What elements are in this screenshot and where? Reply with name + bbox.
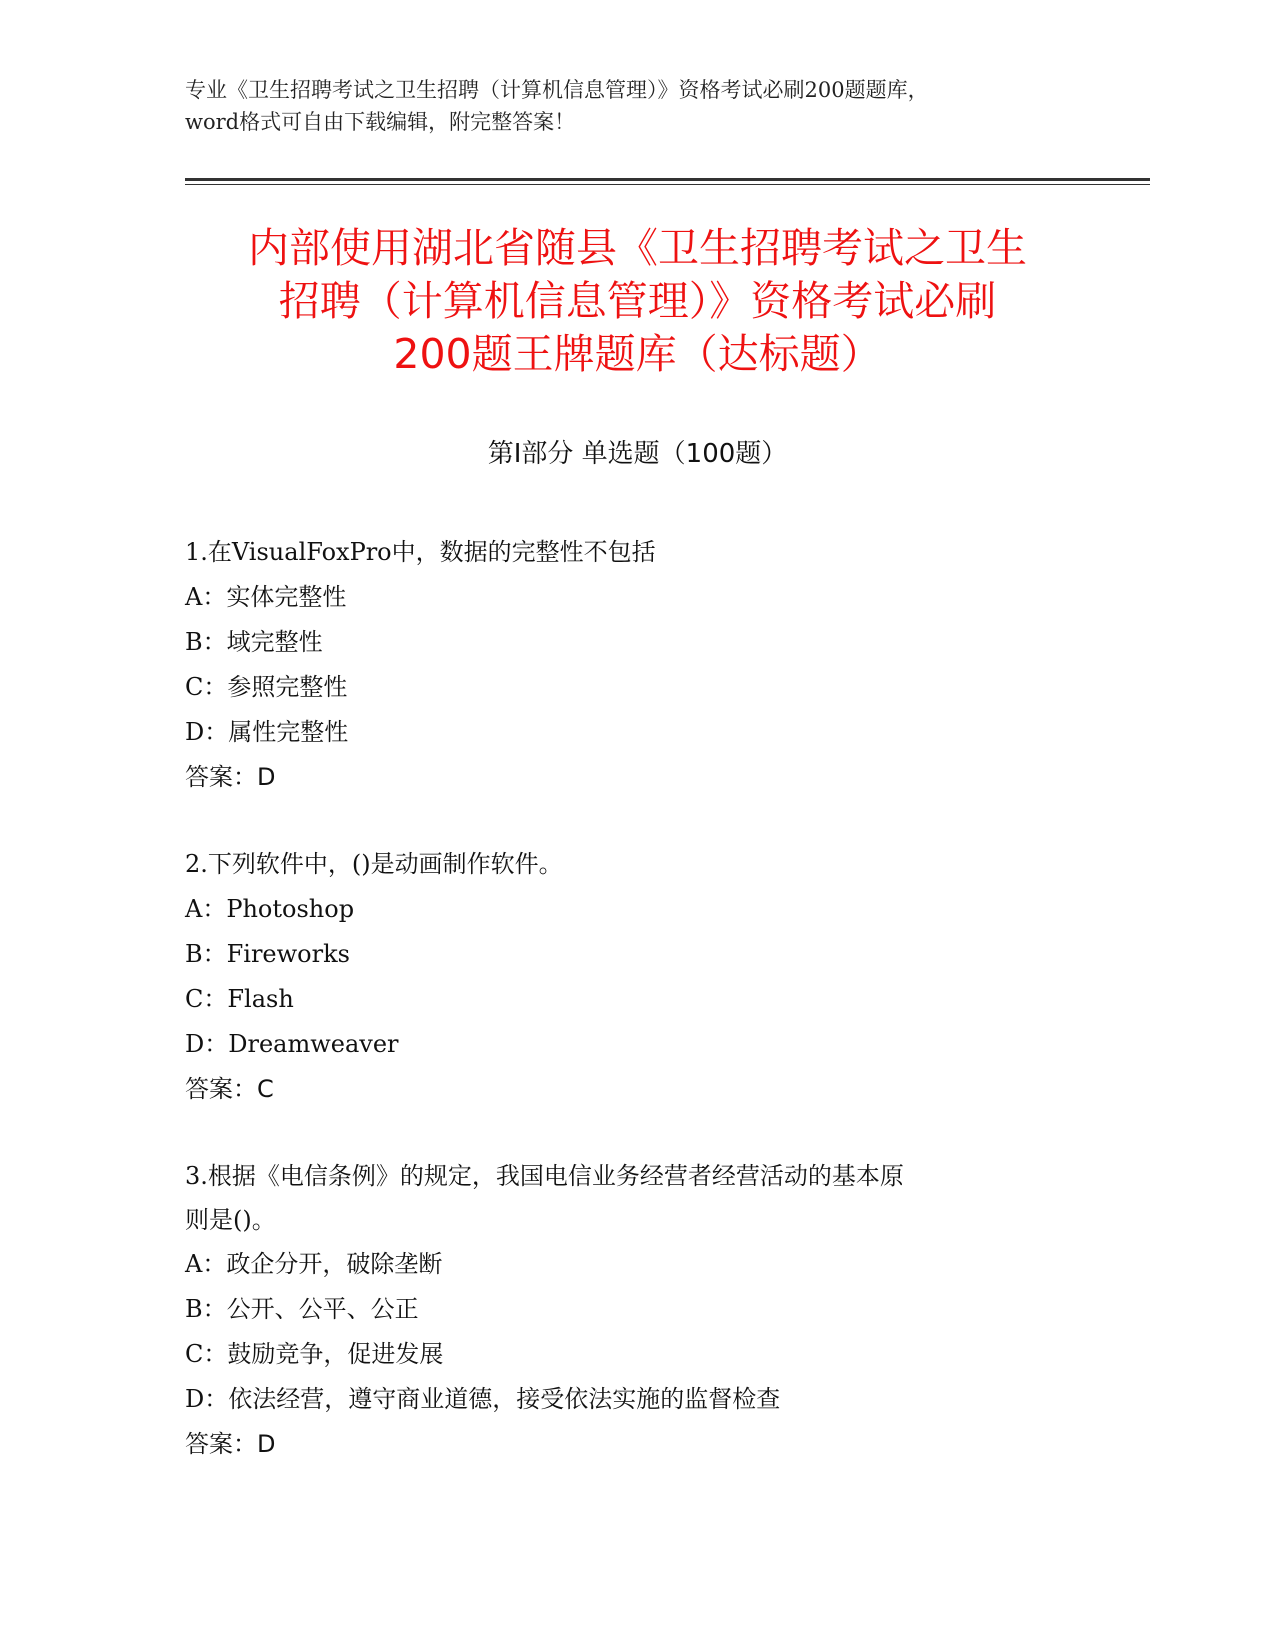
option-c: C：参照完整性: [185, 673, 348, 701]
option-b: B：域完整性: [185, 628, 323, 656]
option-a: A：政企分开，破除垄断: [185, 1250, 443, 1278]
question-3: [185, 1154, 1085, 1467]
option-b: B：公开、公平、公正: [185, 1295, 419, 1323]
question-stem-line-1: 3.根据《电信条例》的规定，我国电信业务经营者经营活动的基本原: [185, 1162, 904, 1190]
section-heading: 第Ⅰ部分 单选题（100题）: [487, 439, 788, 469]
option-c: C：Flash: [185, 985, 294, 1013]
question-2: [185, 842, 1085, 1112]
option-d: D：依法经营，遵守商业道德，接受依法实施的监督检查: [185, 1385, 781, 1413]
option-b: B：Fireworks: [185, 940, 350, 968]
header-divider-thick: [185, 178, 1150, 181]
question-stem-line-2: 则是()。: [185, 1206, 276, 1234]
title-line-1: 内部使用湖北省随县《卫生招聘考试之卫生: [248, 224, 1027, 272]
document-title: [150, 222, 1125, 381]
answer: 答案：C: [185, 1075, 274, 1103]
header-note: [185, 74, 1085, 138]
option-d: D：Dreamweaver: [185, 1030, 399, 1058]
answer: 答案：D: [185, 1430, 276, 1458]
option-d: D：属性完整性: [185, 718, 349, 746]
question-stem: 1.在VisualFoxPro中，数据的完整性不包括: [185, 538, 656, 566]
question-1: [185, 530, 1085, 800]
question-stem: [185, 1154, 1085, 1242]
title-line-3: 200题王牌题库（达标题）: [393, 330, 882, 378]
answer: 答案：D: [185, 763, 276, 791]
header-note-line-1: 专业《卫生招聘考试之卫生招聘（计算机信息管理）》资格考试必刷200题题库，: [185, 78, 929, 102]
question-list: [185, 530, 1085, 1509]
title-line-2: 招聘（计算机信息管理）》资格考试必刷: [278, 277, 997, 325]
header-divider-thin: [185, 184, 1150, 185]
question-stem: 2.下列软件中，()是动画制作软件。: [185, 850, 563, 878]
option-c: C：鼓励竞争，促进发展: [185, 1340, 444, 1368]
option-a: A：实体完整性: [185, 583, 347, 611]
option-a: A：Photoshop: [185, 895, 355, 923]
header-note-line-2: word格式可自由下载编辑，附完整答案！: [185, 110, 576, 134]
